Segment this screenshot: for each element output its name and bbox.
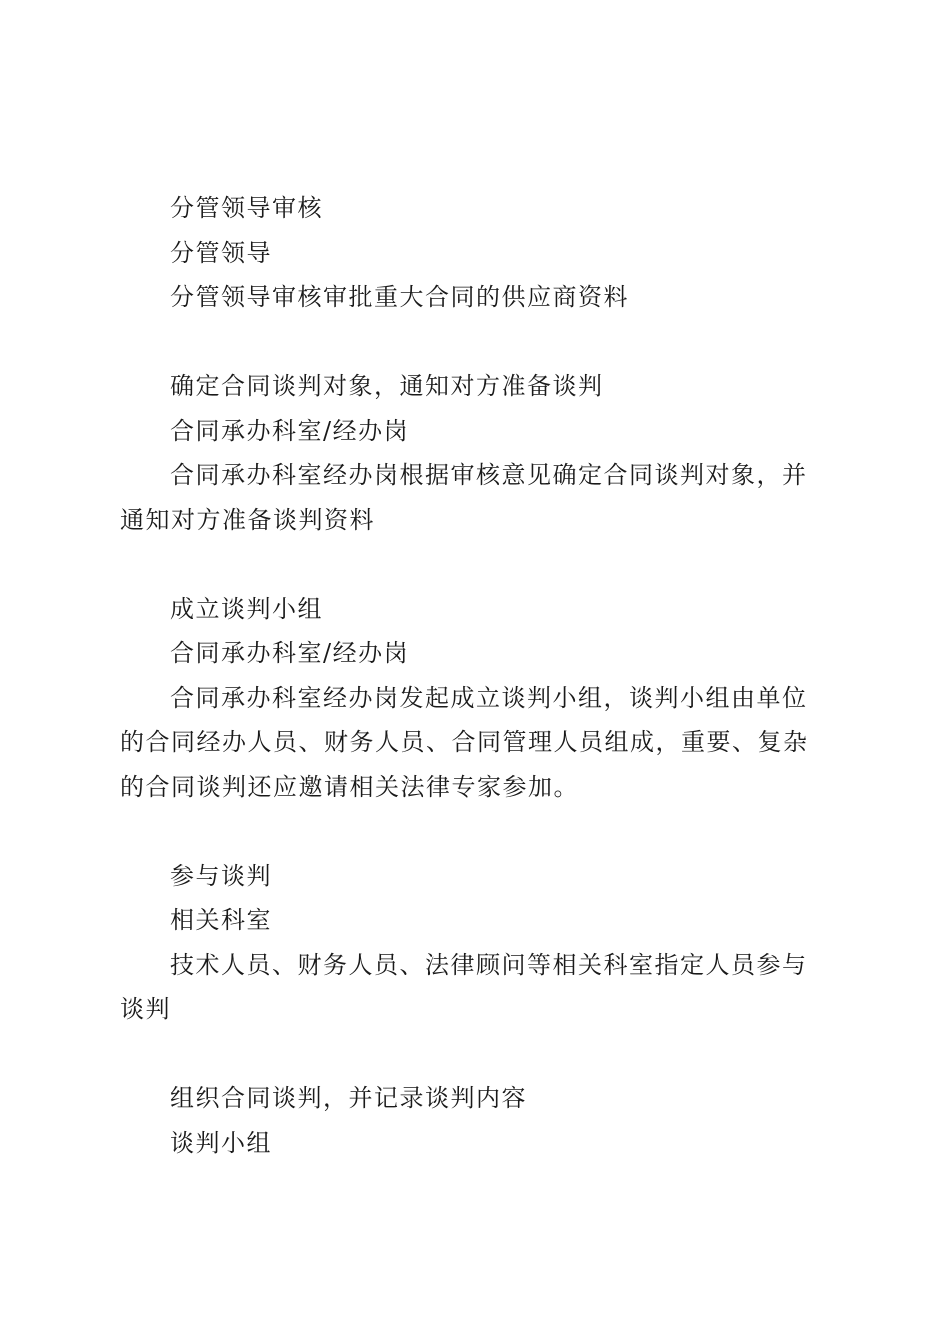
section-3-responsible: 合同承办科室/经办岗 — [170, 639, 410, 667]
section-4-description: 技术人员、财务人员、法律顾问等相关科室指定人员参与谈判 — [120, 950, 808, 1023]
document-body — [120, 186, 825, 1165]
section-1-title: 分管领导审核 — [170, 194, 323, 222]
section-2-title: 确定合同谈判对象，通知对方准备谈判 — [170, 372, 604, 400]
section-gap — [120, 809, 825, 854]
section-gap — [120, 320, 825, 365]
section-1-description: 分管领导审核审批重大合同的供应商资料 — [170, 283, 629, 311]
section-5-title: 组织合同谈判，并记录谈判内容 — [170, 1084, 527, 1112]
section-3-title: 成立谈判小组 — [170, 594, 323, 623]
section-3-description: 合同承办科室经办岗发起成立谈判小组，谈判小组由单位的合同经办人员、财务人员、合同管理人员组成，重要、复杂的合同谈判还应邀请相关法律专家参加。 — [120, 683, 809, 801]
section-5-responsible: 谈判小组 — [170, 1128, 272, 1157]
section-1-responsible: 分管领导 — [170, 238, 272, 267]
section-4-title: 参与谈判 — [170, 861, 272, 890]
section-gap — [120, 1032, 825, 1077]
section-2-description: 合同承办科室经办岗根据审核意见确定合同谈判对象，并通知对方准备谈判资料 — [120, 461, 808, 534]
section-4-responsible: 相关科室 — [170, 906, 272, 934]
section-2-responsible: 合同承办科室/经办岗 — [170, 416, 410, 445]
section-gap — [120, 542, 825, 587]
